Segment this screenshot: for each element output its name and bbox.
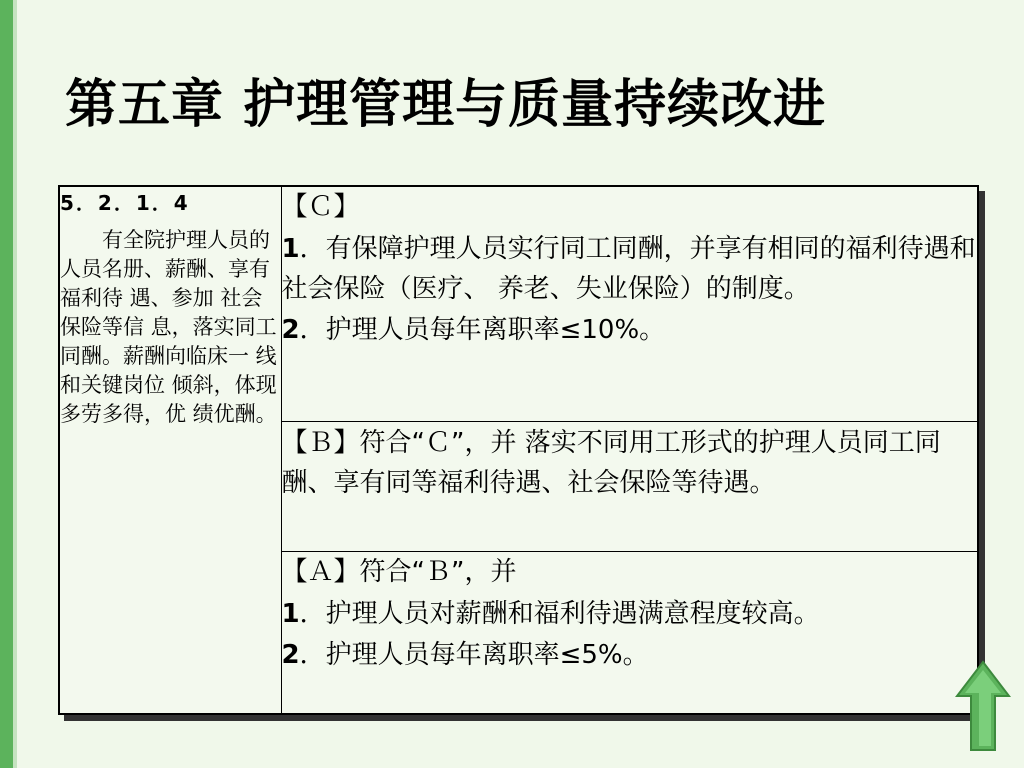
grade-b-cell [281, 421, 978, 551]
page-title: 第五章 护理管理与质量持续改进 [65, 74, 827, 135]
left-accent-bar [0, 0, 13, 768]
grade-a-item-2 [282, 635, 978, 675]
grade-c-item-1 [282, 229, 978, 309]
criterion-code: 5．2．1．4 [60, 191, 190, 215]
criterion-description: 有全院护理人员的人员名册、薪酬、享有福利待 遇、参加 社会保险等信 息，落实同工同酬。薪酬向临床一 线和关键岗位 倾斜，体现多劳多得，优 绩优酬。 [60, 228, 277, 426]
grade-a-cell [281, 551, 978, 714]
item-text: ．护理人员每年离职率≤10%。 [299, 315, 666, 345]
grade-a-item-1 [282, 594, 978, 634]
up-arrow-icon[interactable] [955, 660, 1011, 752]
item-text: ．护理人员每年离职率≤5%。 [299, 639, 649, 670]
grade-c-item-2 [282, 310, 978, 350]
grade-c-cell [281, 186, 978, 421]
item-number: 1 [281, 598, 300, 629]
left-accent-shadow [13, 0, 17, 768]
grade-a-heading: 【Ａ】符合“Ｂ”，并 [281, 556, 517, 587]
item-text: ．护理人员对薪酬和福利待遇满意程度较高。 [299, 598, 820, 629]
criteria-table [58, 185, 979, 715]
table-row-grade-c [59, 186, 978, 421]
criteria-table-frame [58, 185, 983, 719]
grade-c-heading: 【Ｃ】 [281, 192, 360, 222]
item-text: ．有保障护理人员实行同工同酬，并享有相同的福利待遇和社会保险（医疗、 养老、失业保险）的制度。 [281, 234, 976, 304]
item-number: 2 [281, 315, 300, 345]
item-number: 1 [281, 234, 300, 264]
criterion-cell [59, 186, 281, 714]
item-number: 2 [281, 639, 300, 670]
grade-b-text: 【Ｂ】符合“Ｃ”，并 落实不同用工形式的护理人员同工同酬、享有同等福利待遇、社会保险等待遇。 [281, 427, 941, 498]
